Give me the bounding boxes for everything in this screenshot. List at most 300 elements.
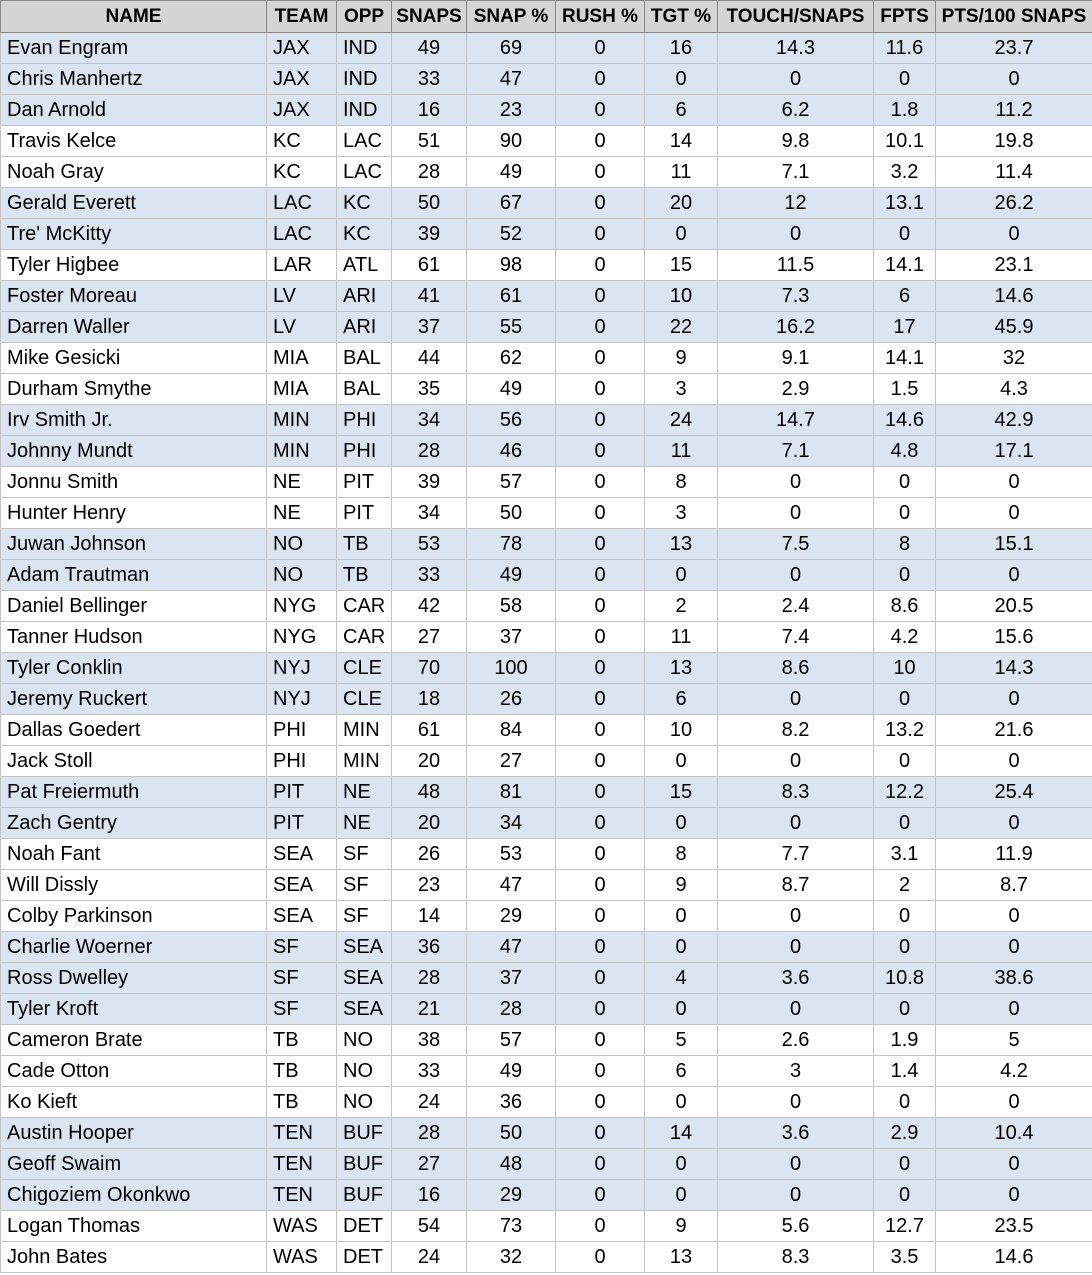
cell-opp: BAL bbox=[337, 374, 392, 405]
cell-snaps: 28 bbox=[392, 436, 467, 467]
cell-snaps: 26 bbox=[392, 839, 467, 870]
cell-opp: SEA bbox=[337, 932, 392, 963]
table-row bbox=[1, 312, 1092, 343]
cell-team: JAX bbox=[267, 33, 337, 64]
cell-touch-snaps: 14.7 bbox=[718, 405, 874, 436]
cell-fpts: 0 bbox=[874, 1087, 936, 1118]
cell-snap-pct: 57 bbox=[467, 1025, 556, 1056]
cell-touch-snaps: 7.1 bbox=[718, 436, 874, 467]
cell-touch-snaps: 12 bbox=[718, 188, 874, 219]
cell-team: NE bbox=[267, 498, 337, 529]
table-row bbox=[1, 64, 1092, 95]
cell-touch-snaps: 7.3 bbox=[718, 281, 874, 312]
cell-rush-pct: 0 bbox=[556, 1149, 645, 1180]
cell-pts-per-100: 19.8 bbox=[936, 126, 1092, 157]
cell-snap-pct: 67 bbox=[467, 188, 556, 219]
cell-team: MIN bbox=[267, 436, 337, 467]
cell-snap-pct: 50 bbox=[467, 498, 556, 529]
cell-touch-snaps: 0 bbox=[718, 684, 874, 715]
cell-snaps: 33 bbox=[392, 1056, 467, 1087]
cell-pts-per-100: 0 bbox=[936, 64, 1092, 95]
table-row bbox=[1, 622, 1092, 653]
cell-name: Colby Parkinson bbox=[1, 901, 267, 932]
cell-rush-pct: 0 bbox=[556, 622, 645, 653]
cell-snap-pct: 69 bbox=[467, 33, 556, 64]
cell-snaps: 27 bbox=[392, 622, 467, 653]
cell-tgt-pct: 0 bbox=[645, 808, 718, 839]
cell-opp: CAR bbox=[337, 622, 392, 653]
cell-snap-pct: 23 bbox=[467, 95, 556, 126]
cell-opp: NO bbox=[337, 1056, 392, 1087]
cell-name: Zach Gentry bbox=[1, 808, 267, 839]
cell-name: Gerald Everett bbox=[1, 188, 267, 219]
cell-rush-pct: 0 bbox=[556, 64, 645, 95]
cell-snaps: 33 bbox=[392, 560, 467, 591]
cell-name: Dan Arnold bbox=[1, 95, 267, 126]
cell-touch-snaps: 14.3 bbox=[718, 33, 874, 64]
table-row bbox=[1, 250, 1092, 281]
cell-team: NE bbox=[267, 467, 337, 498]
cell-name: Jack Stoll bbox=[1, 746, 267, 777]
cell-fpts: 1.4 bbox=[874, 1056, 936, 1087]
cell-team: MIA bbox=[267, 374, 337, 405]
cell-name: Logan Thomas bbox=[1, 1211, 267, 1242]
cell-tgt-pct: 6 bbox=[645, 95, 718, 126]
cell-touch-snaps: 8.3 bbox=[718, 777, 874, 808]
cell-snaps: 28 bbox=[392, 963, 467, 994]
header-team: TEAM bbox=[267, 1, 337, 33]
cell-snaps: 42 bbox=[392, 591, 467, 622]
cell-opp: PIT bbox=[337, 467, 392, 498]
table-row bbox=[1, 684, 1092, 715]
cell-touch-snaps: 0 bbox=[718, 994, 874, 1025]
cell-tgt-pct: 4 bbox=[645, 963, 718, 994]
cell-fpts: 0 bbox=[874, 901, 936, 932]
cell-snaps: 37 bbox=[392, 312, 467, 343]
cell-name: Charlie Woerner bbox=[1, 932, 267, 963]
cell-fpts: 6 bbox=[874, 281, 936, 312]
cell-opp: DET bbox=[337, 1242, 392, 1273]
cell-pts-per-100: 20.5 bbox=[936, 591, 1092, 622]
table-row bbox=[1, 839, 1092, 870]
cell-tgt-pct: 24 bbox=[645, 405, 718, 436]
cell-name: Noah Fant bbox=[1, 839, 267, 870]
cell-name: Foster Moreau bbox=[1, 281, 267, 312]
table-row bbox=[1, 777, 1092, 808]
cell-team: KC bbox=[267, 157, 337, 188]
cell-snap-pct: 29 bbox=[467, 1180, 556, 1211]
cell-touch-snaps: 6.2 bbox=[718, 95, 874, 126]
cell-tgt-pct: 6 bbox=[645, 1056, 718, 1087]
cell-name: Chris Manhertz bbox=[1, 64, 267, 95]
header-name: NAME bbox=[1, 1, 267, 33]
cell-snaps: 20 bbox=[392, 808, 467, 839]
cell-fpts: 3.2 bbox=[874, 157, 936, 188]
cell-tgt-pct: 5 bbox=[645, 1025, 718, 1056]
cell-name: Irv Smith Jr. bbox=[1, 405, 267, 436]
cell-name: Travis Kelce bbox=[1, 126, 267, 157]
cell-pts-per-100: 26.2 bbox=[936, 188, 1092, 219]
cell-pts-per-100: 5 bbox=[936, 1025, 1092, 1056]
cell-team: KC bbox=[267, 126, 337, 157]
cell-tgt-pct: 0 bbox=[645, 932, 718, 963]
cell-tgt-pct: 11 bbox=[645, 436, 718, 467]
cell-rush-pct: 0 bbox=[556, 467, 645, 498]
cell-touch-snaps: 11.5 bbox=[718, 250, 874, 281]
cell-touch-snaps: 0 bbox=[718, 219, 874, 250]
cell-snaps: 23 bbox=[392, 870, 467, 901]
cell-tgt-pct: 13 bbox=[645, 529, 718, 560]
cell-rush-pct: 0 bbox=[556, 33, 645, 64]
cell-team: SF bbox=[267, 932, 337, 963]
cell-team: NYG bbox=[267, 622, 337, 653]
cell-touch-snaps: 7.5 bbox=[718, 529, 874, 560]
cell-name: Cade Otton bbox=[1, 1056, 267, 1087]
cell-team: LAC bbox=[267, 188, 337, 219]
table-row bbox=[1, 901, 1092, 932]
cell-opp: DET bbox=[337, 1211, 392, 1242]
cell-rush-pct: 0 bbox=[556, 963, 645, 994]
cell-opp: PHI bbox=[337, 405, 392, 436]
cell-pts-per-100: 0 bbox=[936, 1180, 1092, 1211]
cell-team: NYJ bbox=[267, 653, 337, 684]
cell-snap-pct: 27 bbox=[467, 746, 556, 777]
cell-tgt-pct: 8 bbox=[645, 467, 718, 498]
cell-tgt-pct: 0 bbox=[645, 746, 718, 777]
cell-fpts: 0 bbox=[874, 994, 936, 1025]
cell-rush-pct: 0 bbox=[556, 901, 645, 932]
table-row bbox=[1, 1242, 1092, 1273]
cell-fpts: 0 bbox=[874, 808, 936, 839]
cell-snap-pct: 52 bbox=[467, 219, 556, 250]
cell-pts-per-100: 0 bbox=[936, 467, 1092, 498]
cell-tgt-pct: 11 bbox=[645, 157, 718, 188]
cell-snaps: 53 bbox=[392, 529, 467, 560]
cell-rush-pct: 0 bbox=[556, 715, 645, 746]
cell-fpts: 11.6 bbox=[874, 33, 936, 64]
cell-pts-per-100: 17.1 bbox=[936, 436, 1092, 467]
cell-tgt-pct: 22 bbox=[645, 312, 718, 343]
cell-rush-pct: 0 bbox=[556, 560, 645, 591]
cell-team: SEA bbox=[267, 870, 337, 901]
cell-tgt-pct: 0 bbox=[645, 901, 718, 932]
cell-snaps: 34 bbox=[392, 405, 467, 436]
cell-name: Will Dissly bbox=[1, 870, 267, 901]
table-row bbox=[1, 715, 1092, 746]
cell-rush-pct: 0 bbox=[556, 436, 645, 467]
cell-snaps: 16 bbox=[392, 1180, 467, 1211]
table-row bbox=[1, 1149, 1092, 1180]
cell-snap-pct: 49 bbox=[467, 157, 556, 188]
cell-opp: SF bbox=[337, 870, 392, 901]
cell-snap-pct: 100 bbox=[467, 653, 556, 684]
cell-snaps: 44 bbox=[392, 343, 467, 374]
cell-snap-pct: 57 bbox=[467, 467, 556, 498]
cell-snaps: 24 bbox=[392, 1242, 467, 1273]
cell-opp: BAL bbox=[337, 343, 392, 374]
table-row bbox=[1, 343, 1092, 374]
cell-name: Dallas Goedert bbox=[1, 715, 267, 746]
cell-pts-per-100: 14.6 bbox=[936, 281, 1092, 312]
cell-pts-per-100: 11.2 bbox=[936, 95, 1092, 126]
cell-snaps: 41 bbox=[392, 281, 467, 312]
cell-team: PIT bbox=[267, 808, 337, 839]
cell-name: Pat Freiermuth bbox=[1, 777, 267, 808]
cell-opp: SEA bbox=[337, 963, 392, 994]
cell-fpts: 0 bbox=[874, 1149, 936, 1180]
table-row bbox=[1, 436, 1092, 467]
cell-snap-pct: 47 bbox=[467, 870, 556, 901]
cell-name: Ross Dwelley bbox=[1, 963, 267, 994]
cell-pts-per-100: 0 bbox=[936, 219, 1092, 250]
cell-pts-per-100: 25.4 bbox=[936, 777, 1092, 808]
cell-name: Tre' McKitty bbox=[1, 219, 267, 250]
cell-name: Evan Engram bbox=[1, 33, 267, 64]
cell-rush-pct: 0 bbox=[556, 157, 645, 188]
cell-fpts: 0 bbox=[874, 498, 936, 529]
cell-snap-pct: 47 bbox=[467, 64, 556, 95]
cell-fpts: 10.1 bbox=[874, 126, 936, 157]
cell-fpts: 10.8 bbox=[874, 963, 936, 994]
cell-rush-pct: 0 bbox=[556, 343, 645, 374]
cell-touch-snaps: 5.6 bbox=[718, 1211, 874, 1242]
cell-touch-snaps: 0 bbox=[718, 467, 874, 498]
cell-team: TEN bbox=[267, 1149, 337, 1180]
header-rush-pct: RUSH % bbox=[556, 1, 645, 33]
cell-snap-pct: 84 bbox=[467, 715, 556, 746]
cell-fpts: 1.8 bbox=[874, 95, 936, 126]
cell-snaps: 48 bbox=[392, 777, 467, 808]
cell-snap-pct: 26 bbox=[467, 684, 556, 715]
cell-name: Jeremy Ruckert bbox=[1, 684, 267, 715]
cell-rush-pct: 0 bbox=[556, 777, 645, 808]
cell-snaps: 27 bbox=[392, 1149, 467, 1180]
cell-pts-per-100: 0 bbox=[936, 808, 1092, 839]
cell-touch-snaps: 0 bbox=[718, 746, 874, 777]
cell-team: JAX bbox=[267, 64, 337, 95]
cell-team: LV bbox=[267, 312, 337, 343]
cell-name: Chigoziem Okonkwo bbox=[1, 1180, 267, 1211]
cell-snaps: 54 bbox=[392, 1211, 467, 1242]
cell-name: Darren Waller bbox=[1, 312, 267, 343]
cell-pts-per-100: 21.6 bbox=[936, 715, 1092, 746]
cell-snap-pct: 53 bbox=[467, 839, 556, 870]
cell-opp: ARI bbox=[337, 312, 392, 343]
cell-tgt-pct: 10 bbox=[645, 281, 718, 312]
cell-pts-per-100: 0 bbox=[936, 1087, 1092, 1118]
cell-opp: SF bbox=[337, 839, 392, 870]
cell-fpts: 0 bbox=[874, 684, 936, 715]
cell-touch-snaps: 8.3 bbox=[718, 1242, 874, 1273]
cell-team: LV bbox=[267, 281, 337, 312]
cell-touch-snaps: 2.4 bbox=[718, 591, 874, 622]
table-row bbox=[1, 529, 1092, 560]
table-body bbox=[1, 33, 1092, 1273]
cell-snaps: 61 bbox=[392, 250, 467, 281]
cell-rush-pct: 0 bbox=[556, 405, 645, 436]
cell-snap-pct: 49 bbox=[467, 560, 556, 591]
header-touch-snaps: TOUCH/SNAPS bbox=[718, 1, 874, 33]
cell-touch-snaps: 2.9 bbox=[718, 374, 874, 405]
cell-rush-pct: 0 bbox=[556, 126, 645, 157]
cell-name: Hunter Henry bbox=[1, 498, 267, 529]
cell-touch-snaps: 0 bbox=[718, 932, 874, 963]
cell-snaps: 61 bbox=[392, 715, 467, 746]
cell-tgt-pct: 16 bbox=[645, 33, 718, 64]
cell-name: Austin Hooper bbox=[1, 1118, 267, 1149]
cell-rush-pct: 0 bbox=[556, 1025, 645, 1056]
cell-snap-pct: 73 bbox=[467, 1211, 556, 1242]
cell-snaps: 35 bbox=[392, 374, 467, 405]
cell-rush-pct: 0 bbox=[556, 839, 645, 870]
cell-tgt-pct: 0 bbox=[645, 560, 718, 591]
header-pts-per-100: PTS/100 SNAPS bbox=[936, 1, 1092, 33]
cell-touch-snaps: 0 bbox=[718, 1149, 874, 1180]
cell-rush-pct: 0 bbox=[556, 95, 645, 126]
cell-pts-per-100: 38.6 bbox=[936, 963, 1092, 994]
table-row bbox=[1, 963, 1092, 994]
cell-rush-pct: 0 bbox=[556, 529, 645, 560]
cell-team: LAR bbox=[267, 250, 337, 281]
cell-rush-pct: 0 bbox=[556, 312, 645, 343]
cell-touch-snaps: 9.8 bbox=[718, 126, 874, 157]
cell-touch-snaps: 3 bbox=[718, 1056, 874, 1087]
cell-snap-pct: 36 bbox=[467, 1087, 556, 1118]
cell-snaps: 70 bbox=[392, 653, 467, 684]
cell-touch-snaps: 7.1 bbox=[718, 157, 874, 188]
cell-rush-pct: 0 bbox=[556, 1056, 645, 1087]
table-row bbox=[1, 560, 1092, 591]
header-fpts: FPTS bbox=[874, 1, 936, 33]
cell-pts-per-100: 15.1 bbox=[936, 529, 1092, 560]
header-snap-pct: SNAP % bbox=[467, 1, 556, 33]
cell-team: SF bbox=[267, 963, 337, 994]
cell-tgt-pct: 10 bbox=[645, 715, 718, 746]
cell-rush-pct: 0 bbox=[556, 932, 645, 963]
cell-touch-snaps: 0 bbox=[718, 498, 874, 529]
cell-rush-pct: 0 bbox=[556, 498, 645, 529]
cell-touch-snaps: 0 bbox=[718, 1180, 874, 1211]
cell-team: SEA bbox=[267, 839, 337, 870]
cell-team: WAS bbox=[267, 1242, 337, 1273]
cell-fpts: 1.5 bbox=[874, 374, 936, 405]
cell-opp: ATL bbox=[337, 250, 392, 281]
cell-team: NO bbox=[267, 560, 337, 591]
cell-touch-snaps: 3.6 bbox=[718, 1118, 874, 1149]
cell-touch-snaps: 7.4 bbox=[718, 622, 874, 653]
cell-snap-pct: 46 bbox=[467, 436, 556, 467]
cell-snap-pct: 32 bbox=[467, 1242, 556, 1273]
cell-team: PHI bbox=[267, 746, 337, 777]
table-row bbox=[1, 126, 1092, 157]
cell-snap-pct: 49 bbox=[467, 1056, 556, 1087]
cell-team: SF bbox=[267, 994, 337, 1025]
cell-rush-pct: 0 bbox=[556, 219, 645, 250]
table-row bbox=[1, 157, 1092, 188]
header-snaps: SNAPS bbox=[392, 1, 467, 33]
cell-touch-snaps: 8.2 bbox=[718, 715, 874, 746]
cell-rush-pct: 0 bbox=[556, 250, 645, 281]
cell-fpts: 4.8 bbox=[874, 436, 936, 467]
cell-touch-snaps: 0 bbox=[718, 64, 874, 95]
cell-pts-per-100: 23.5 bbox=[936, 1211, 1092, 1242]
cell-name: Tyler Conklin bbox=[1, 653, 267, 684]
table-row bbox=[1, 1118, 1092, 1149]
cell-pts-per-100: 0 bbox=[936, 932, 1092, 963]
cell-opp: NE bbox=[337, 777, 392, 808]
cell-snap-pct: 98 bbox=[467, 250, 556, 281]
cell-snap-pct: 55 bbox=[467, 312, 556, 343]
cell-rush-pct: 0 bbox=[556, 374, 645, 405]
cell-touch-snaps: 0 bbox=[718, 901, 874, 932]
cell-touch-snaps: 0 bbox=[718, 808, 874, 839]
cell-snap-pct: 47 bbox=[467, 932, 556, 963]
table-row bbox=[1, 95, 1092, 126]
cell-tgt-pct: 3 bbox=[645, 374, 718, 405]
cell-pts-per-100: 0 bbox=[936, 684, 1092, 715]
cell-opp: TB bbox=[337, 560, 392, 591]
cell-pts-per-100: 11.9 bbox=[936, 839, 1092, 870]
cell-fpts: 14.6 bbox=[874, 405, 936, 436]
cell-fpts: 0 bbox=[874, 467, 936, 498]
cell-pts-per-100: 10.4 bbox=[936, 1118, 1092, 1149]
cell-name: Tyler Kroft bbox=[1, 994, 267, 1025]
cell-tgt-pct: 3 bbox=[645, 498, 718, 529]
cell-snap-pct: 34 bbox=[467, 808, 556, 839]
cell-name: Cameron Brate bbox=[1, 1025, 267, 1056]
cell-pts-per-100: 23.1 bbox=[936, 250, 1092, 281]
cell-opp: ARI bbox=[337, 281, 392, 312]
cell-tgt-pct: 0 bbox=[645, 1149, 718, 1180]
cell-opp: PHI bbox=[337, 436, 392, 467]
table-row bbox=[1, 498, 1092, 529]
cell-touch-snaps: 8.7 bbox=[718, 870, 874, 901]
cell-tgt-pct: 0 bbox=[645, 219, 718, 250]
cell-snaps: 14 bbox=[392, 901, 467, 932]
cell-snaps: 38 bbox=[392, 1025, 467, 1056]
cell-opp: MIN bbox=[337, 746, 392, 777]
cell-fpts: 0 bbox=[874, 932, 936, 963]
cell-opp: SF bbox=[337, 901, 392, 932]
cell-rush-pct: 0 bbox=[556, 808, 645, 839]
cell-snap-pct: 56 bbox=[467, 405, 556, 436]
cell-team: MIA bbox=[267, 343, 337, 374]
cell-tgt-pct: 2 bbox=[645, 591, 718, 622]
table-row bbox=[1, 1180, 1092, 1211]
cell-snaps: 28 bbox=[392, 157, 467, 188]
cell-snaps: 50 bbox=[392, 188, 467, 219]
cell-fpts: 14.1 bbox=[874, 343, 936, 374]
cell-snaps: 34 bbox=[392, 498, 467, 529]
cell-pts-per-100: 45.9 bbox=[936, 312, 1092, 343]
table-row bbox=[1, 994, 1092, 1025]
cell-snap-pct: 37 bbox=[467, 963, 556, 994]
cell-opp: KC bbox=[337, 188, 392, 219]
cell-snaps: 51 bbox=[392, 126, 467, 157]
cell-pts-per-100: 15.6 bbox=[936, 622, 1092, 653]
cell-pts-per-100: 0 bbox=[936, 746, 1092, 777]
cell-fpts: 3.5 bbox=[874, 1242, 936, 1273]
cell-opp: NE bbox=[337, 808, 392, 839]
cell-tgt-pct: 0 bbox=[645, 64, 718, 95]
cell-tgt-pct: 15 bbox=[645, 777, 718, 808]
cell-snap-pct: 90 bbox=[467, 126, 556, 157]
cell-snaps: 24 bbox=[392, 1087, 467, 1118]
cell-snap-pct: 48 bbox=[467, 1149, 556, 1180]
cell-name: John Bates bbox=[1, 1242, 267, 1273]
cell-fpts: 3.1 bbox=[874, 839, 936, 870]
cell-rush-pct: 0 bbox=[556, 1087, 645, 1118]
